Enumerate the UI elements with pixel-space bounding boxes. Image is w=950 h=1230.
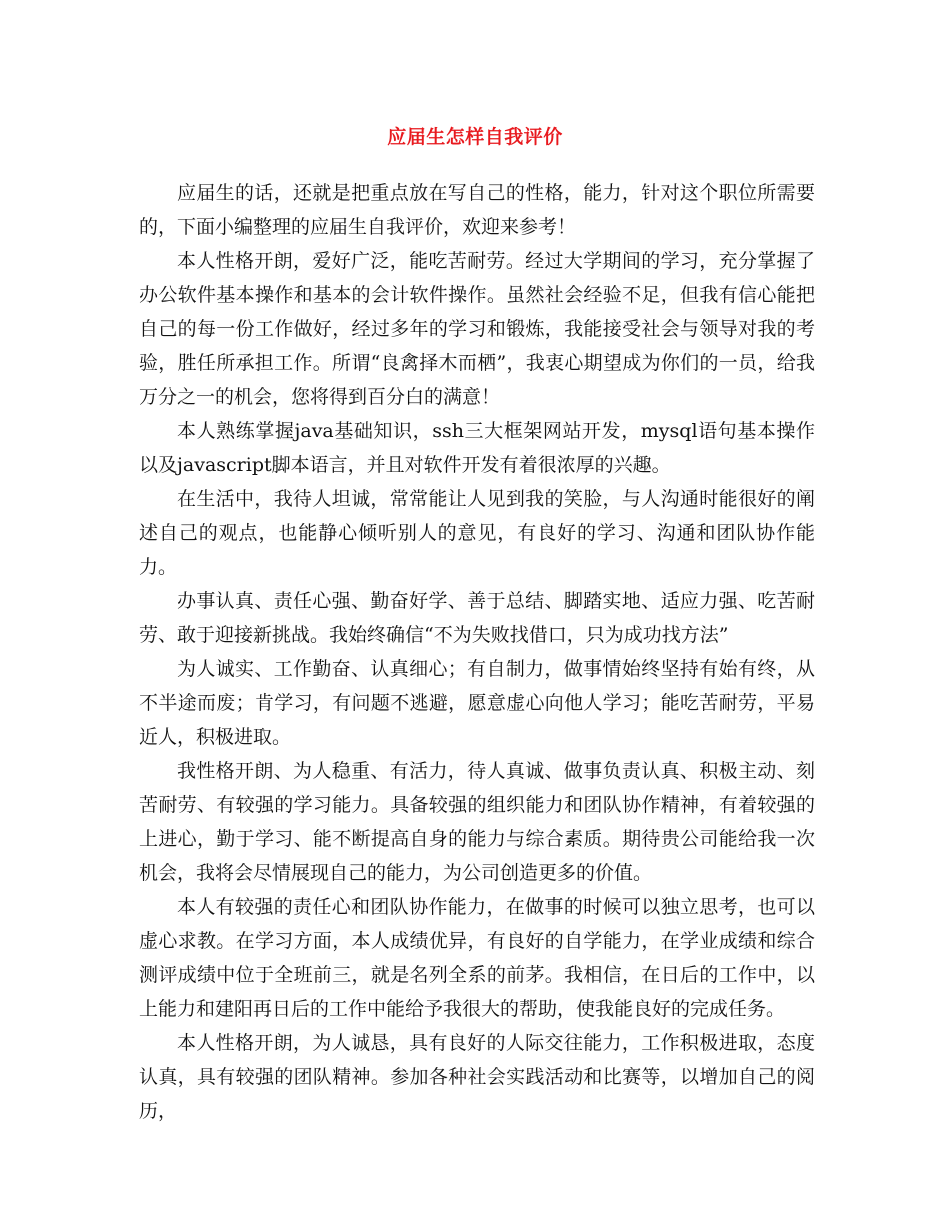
document-title: 应届生怎样自我评价: [387, 126, 563, 148]
paragraph-1: 本人性格开朗，爱好广泛，能吃苦耐劳。经过大学期间的学习，充分掌握了办公软件基本操作和基本的会计软件操作。虽然社会经验不足，但我有信心能把自己的每一份工作做好，经过多年的学习和锻炼，我能接受社会与领导对我的考验，胜任所承担工作。所谓“良禽择木而栖”，我衷心期望成为你们的一员，给我万分之一的机会，您将得到百分白的满意！: [139, 250, 815, 408]
paragraph-5: 为人诚实、工作勤奋、认真细心；有自制力，做事情始终坚持有始有终，从不半途而废；肯学习，有问题不逃避，愿意虚心向他人学习；能吃苦耐劳，平易近人，积极进取。: [139, 658, 815, 748]
paragraph-4: 办事认真、责任心强、勤奋好学、善于总结、脚踏实地、适应力强、吃苦耐劳、敢于迎接新挑战。我始终确信“不为失败找借口，只为成功找方法”: [139, 590, 815, 646]
paragraph-7: 本人有较强的责任心和团队协作能力，在做事的时候可以独立思考，也可以虚心求教。在学习方面，本人成绩优异，有良好的自学能力，在学业成绩和综合测评成绩中位于全班前三，就是名列全系的前茅。我相信，在日后的工作中，以上能力和建阳再日后的工作中能给予我很大的帮助，使我能良好的完成任务。: [139, 896, 815, 1020]
paragraph-8: 本人性格开朗，为人诚恳，具有良好的人际交往能力，工作积极进取，态度认真，具有较强的团队精神。参加各种社会实践活动和比赛等，以增加自己的阅历，: [139, 1032, 815, 1122]
document-body: [139, 176, 815, 1128]
paragraph-intro: 应届生的话，还就是把重点放在写自己的性格，能力，针对这个职位所需要的，下面小编整理的应届生自我评价，欢迎来参考！: [139, 182, 815, 238]
paragraph-6: 我性格开朗、为人稳重、有活力，待人真诚、做事负责认真、积极主动、刻苦耐劳、有较强的学习能力。具备较强的组织能力和团队协作精神，有着较强的上进心，勤于学习、能不断提高自身的能力与综合素质。期待贵公司能给我一次机会，我将会尽情展现自己的能力，为公司创造更多的价值。: [139, 760, 815, 884]
paragraph-3: 在生活中，我待人坦诚，常常能让人见到我的笑脸，与人沟通时能很好的阐述自己的观点，也能静心倾听别人的意见，有良好的学习、沟通和团队协作能力。: [139, 488, 815, 578]
paragraph-2: 本人熟练掌握java基础知识，ssh三大框架网站开发，mysql语句基本操作以及javascript脚本语言，并且对软件开发有着很浓厚的兴趣。: [139, 420, 815, 476]
